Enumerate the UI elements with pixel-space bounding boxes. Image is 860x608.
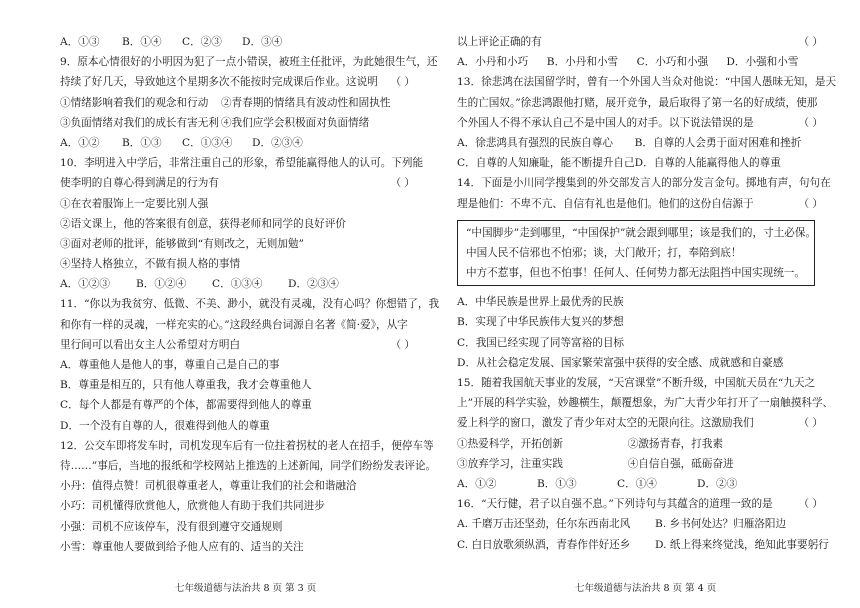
statement: ④坚持人格独立，不做有损人格的事情 [60,258,241,271]
left-column [60,32,440,557]
question-stem: 14．下面是小川同学搜集到的外交部发言人的部分发言金句。掷地有声，句句在 [457,177,831,190]
question-stem: 个外国人不得不承认自己不是中国人的对手。以下说法错误的是 （ ） [457,113,823,133]
option: D．一个没有自尊的人，很难得到他人的尊重 [60,419,270,432]
question-16 [457,494,829,555]
statement: ③面对老师的批评，能够做到“有则改之，无则加勉” [60,237,304,250]
statement: ②青春期的情绪具有波动性和固执性 [220,96,391,109]
question-stem: 理是他们：不卑不亢、自信有礼也是他们。他们的这份自信源于 （ ） [457,194,823,214]
option: B．小丹和小雪 [546,56,619,69]
q15-options [457,474,823,494]
option: B．实现了中华民族伟大复兴的梦想 [457,316,624,329]
option: D. 纸上得来终觉浅，绝知此事要躬行 [655,538,829,551]
option: D．自尊的人能赢得他人的尊重 [634,157,781,170]
answer-paren: （ ） [798,36,823,48]
option: B．①④ [122,36,162,48]
comment: 小丹：值得点赞！司机很尊重老人，尊重让我们的社会和谐融洽 [60,480,357,493]
q8-options [60,32,415,52]
option: B．自尊的人会勇于面对困难和挫折 [634,136,802,149]
option: C．我国已经实现了同等富裕的目标 [457,336,625,349]
page-footer-right: 七年级道德与法治共 8 页 第 4 页 [575,583,717,594]
option: D．②③④ [252,136,303,149]
quote-line: 中方不惹事，但也不怕事！任何人、任何势力都无法阻挡中国实现统一。 [466,267,805,280]
question-stem: 10．李明进入中学后，非常注重自己的形象，希望能赢得他人的认可。下列能 [60,157,424,170]
question-stem: 爱上科学的窗口，激发了青少年对太空的无限向往。这激励我们 （ ） [457,413,823,433]
option: A．小丹和小巧 [457,56,529,69]
option: C．每个人都是有尊严的个体，都需要得到他人的尊重 [60,399,312,412]
question-stem: 使李明的自尊心得到满足的行为有 （ ） [60,173,415,193]
question-stem: 11．“你以为我贫穷、低微、不美、渺小，就没有灵魂，没有心吗？你想错了，我 [60,298,440,311]
quote-box [457,220,815,287]
option: A．①②③ [60,278,111,291]
answer-paren: （ ） [390,76,415,89]
option: C．①③④ [182,136,233,149]
option: B．①③ [122,136,162,149]
statement: ①情绪影响着我们的观念和行动 [60,96,209,109]
question-9 [60,52,438,153]
option: A．中华民族是世界上最优秀的民族 [457,296,624,309]
statement: ③放弃学习，注重实践 [457,457,563,470]
question-stem: 16．“天行健，君子以自强不息。”下列诗句与其蕴含的道理一致的是 （ ） [457,494,823,514]
option: A．徐悲鸿具有强烈的民族自尊心 [457,136,613,149]
option: A．尊重他人是他人的事，尊重自己是自己的事 [60,359,280,371]
option: C．①④ [617,477,657,490]
statement: ④自信自强，砥砺奋进 [627,457,734,470]
page-footer-left: 七年级道德与法治共 8 页 第 3 页 [175,583,317,594]
statement: ③负面情绪对我们的成长有害无利 [60,116,219,129]
question-stem: 13．徐悲鸿在法国留学时，曾有一个外国人当众对他说：“中国人愚昧无知，是天 [457,76,837,89]
option: C．自尊的人知廉耻，能不断提升自己 [457,157,635,170]
option: B．①③ [537,477,577,490]
option: B．尊重是相互的，只有他人尊重我，我才会尊重他人 [60,379,312,392]
question-stem: 以上评论正确的有 （ ） [457,32,823,52]
answer-paren: （ ） [798,116,823,129]
comment: 小强：司机不应该停车，没有很到遵守交通规则 [60,520,283,533]
question-stem: 生的亡国奴。”徐悲鸿跟他打赌，展开竞争，最后取得了第一名的好成绩，使那 [457,96,818,109]
option: C．小巧和小强 [636,56,709,69]
option: B. 乡书何处达？归雁洛阳边 [655,518,787,531]
option: D．③④ [242,36,283,48]
statements [60,93,390,133]
option: C．②③ [182,36,222,48]
statement: ①在衣着服饰上一定要比别人强 [60,197,209,210]
right-column [457,32,837,555]
comment: 小雪：尊重他人要做到给予他人应有的、适当的关注 [60,540,304,553]
question-13 [457,72,837,173]
question-stem: 15．随着我国航天事业的发展，“天宫课堂”不断升级，中国航天员在“九天之 [457,377,816,389]
question-stem: 9．原本心情很好的小明因为犯了一点小错误，被班主任批评，为此她很生气，还 [60,56,438,69]
quote-line: “中国脚步”走到哪里，“中国保护”就会跟到哪里；该是我们的，寸土必保。 [466,226,817,239]
q9-options [60,133,415,153]
options [457,133,802,173]
question-15 [457,373,834,494]
answer-paren: （ ） [390,338,415,351]
option: B．①②④ [136,278,187,291]
question-11 [60,294,440,435]
statement: ②激扬青春，打我素 [627,437,724,450]
option: A. 千磨万击还坚劲，任尔东西南北风 [457,518,631,531]
option: D．从社会稳定发展、国家繁荣富强中获得的安全感、成就感和自豪感 [457,356,784,369]
question-stem: 持续了好几天，导致她这个星期多次不能按时完成课后作业。这说明 （ ） [60,72,415,92]
question-12 [60,436,437,557]
option: D．小强和小雪 [726,56,799,69]
option: C. 白日放歌须纵酒，青春作伴好还乡 [457,538,631,551]
question-stem: 和你有一样的灵魂，一样充实的心。”这段经典台词源自名著《简·爱》，从字 [60,318,408,331]
option: A．①② [60,136,100,149]
answer-paren: （ ） [798,197,823,210]
answer-paren: （ ） [798,498,823,511]
statement: ④我们应学会积极面对负面情绪 [220,116,370,129]
option: D．②③④ [288,278,339,291]
option: C．①③④ [212,278,263,291]
question-stem: 待……”事后，当地的报纸和学校网站上推选的上述新闻，同学们纷纷发表评论。 [60,459,437,472]
answer-paren: （ ） [390,177,415,190]
question-stem: 12．公交车即将发车时，司机发现车后有一位拄着拐杖的老人在招手，便停车等 [60,439,434,452]
q10-options [60,274,415,294]
statement: ②语文课上，他的答案很有创意，获得老师和同学的良好评价 [60,217,347,230]
option: D．②③ [697,477,738,490]
question-stem: 里行间可以看出女主人公希望对方明白 （ ） [60,335,415,355]
question-stem: 上”开展的科学实验，妙趣横生，颠覆想象，为广大青少年打开了一扇触摸科学、 [457,397,834,410]
answer-paren: （ ） [798,417,823,430]
option: A．①② [457,477,497,490]
q12-options [457,52,798,72]
statement: ①热爱科学，开拓创新 [457,437,563,450]
comment: 小巧：司机懂得欣赏他人，欣赏他人有助于我们共同进步 [60,500,325,513]
question-14 [457,173,831,373]
question-10 [60,153,424,294]
quote-line: 中国人民不信邪也不怕邪；谈，大门敞开；打，奉陪到底！ [466,246,742,259]
options [457,514,829,554]
option: A．①③ [60,36,100,48]
statements [457,434,798,474]
